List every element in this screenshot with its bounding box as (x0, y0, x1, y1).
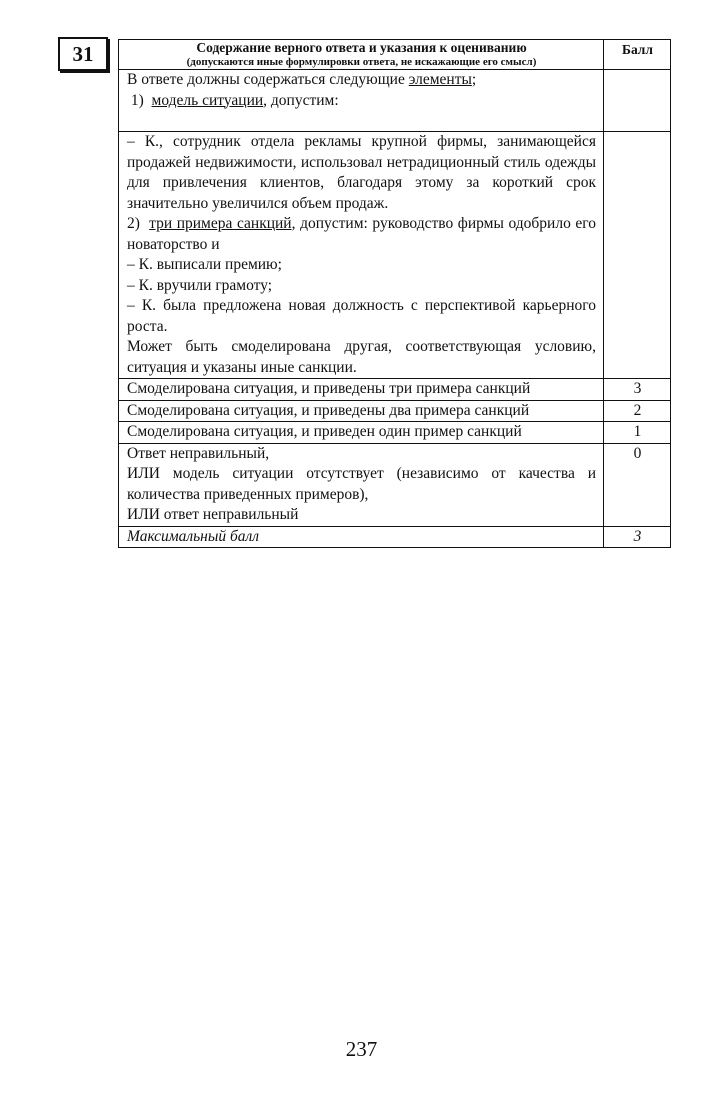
sanction-item: – К. выписали премию; (127, 256, 282, 273)
zero-score-row (119, 443, 671, 526)
element-item-1-number: 1) (130, 91, 144, 109)
element-item-1 (127, 91, 596, 112)
criterion-score: 1 (604, 422, 671, 444)
answer-content-row (119, 132, 671, 379)
content-header-title: Содержание верного ответа и указания к оцениванию (196, 40, 527, 55)
elements-cell (119, 70, 604, 132)
sanction-item: – К. была предложена новая должность с перспективой карьерного роста. (127, 297, 596, 335)
criterion-row (119, 400, 671, 422)
zero-line-2: ИЛИ модель ситуации отсутствует (независимо от качества и количества приведенных примеров), (127, 465, 596, 503)
score-column-header: Балл (604, 40, 671, 70)
criterion-score: 3 (604, 379, 671, 401)
element-item-1-rest: , допустим: (263, 91, 339, 109)
element-item-2-rest: , допустим: руководство фирмы одобрило его новаторство и (127, 215, 597, 253)
elements-intro-underlined: элементы (408, 71, 472, 88)
answer-content-score-cell (604, 132, 671, 379)
criterion-text: Смоделирована ситуация, и приведен один пример санкций (119, 422, 604, 444)
criterion-text: Смоделирована ситуация, и приведены три примера санкций (119, 379, 604, 401)
task-number-badge: 31 (58, 37, 108, 71)
elements-intro (127, 70, 596, 91)
zero-line-3: ИЛИ ответ неправильный (127, 506, 299, 523)
sanction-item: – К. вручили грамоту; (127, 276, 273, 294)
element-item-1-underlined: модель ситуации (151, 91, 264, 109)
situation-text: – К., сотрудник отдела рекламы крупной фирмы, занимающейся продажей недвижимости, использовал нетрадиционный стиль одежды для привлечения клиентов, благодаря этому за короткий срок значительно увеличился объем продаж. (127, 133, 596, 212)
max-score-label: Максимальный балл (119, 526, 604, 548)
zero-line-1: Ответ неправильный, (127, 444, 270, 462)
element-item-2-underlined: три примера санкций (149, 215, 292, 232)
criterion-score: 2 (604, 400, 671, 422)
criterion-row (119, 422, 671, 444)
criterion-row (119, 379, 671, 401)
elements-intro-text: В ответе должны содержаться следующие (127, 71, 409, 88)
elements-intro-end: ; (471, 71, 477, 88)
elements-score-cell (604, 70, 671, 132)
max-score-row (119, 526, 671, 548)
content-column-header (119, 40, 604, 70)
page-number: 237 (345, 1037, 378, 1061)
grading-table (118, 39, 671, 548)
answer-content-cell (119, 132, 604, 379)
alternative-note: Может быть смоделирована другая, соответствующая условию, ситуация и указаны иные санкции. (127, 338, 596, 376)
element-item-2 (127, 214, 596, 255)
criterion-text: Смоделирована ситуация, и приведены два примера санкций (119, 400, 604, 422)
element-item-2-number: 2) (127, 215, 140, 232)
table-header-row (119, 40, 671, 70)
content-header-subtitle: (допускаются иные формулировки ответа, не искажающие его смысл) (186, 56, 537, 68)
elements-row (119, 70, 671, 132)
zero-score-text (119, 443, 604, 526)
zero-score-value: 0 (604, 443, 671, 526)
max-score-value: 3 (604, 526, 671, 548)
